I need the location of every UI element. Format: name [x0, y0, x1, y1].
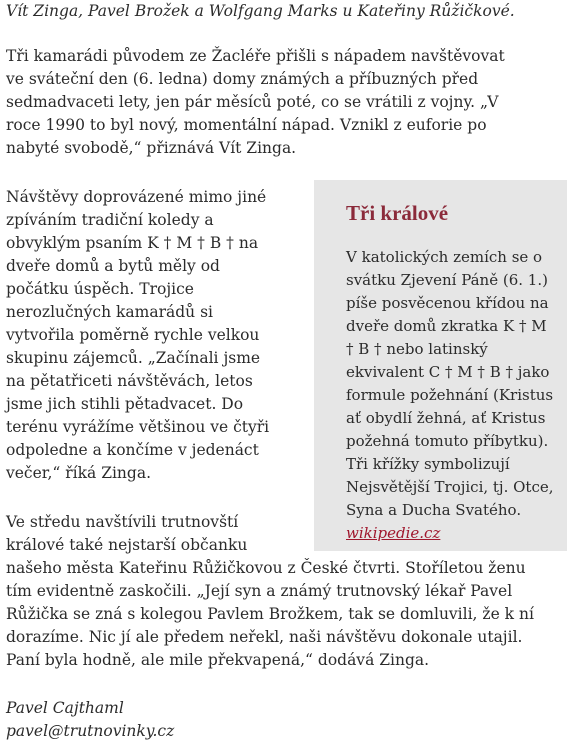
- author-block: [6, 697, 174, 743]
- article-paragraph-1: Tři kamarádi původem ze Žacléře přišli s nápadem navštěvovat ve sváteční den (6. ledna) domy známých a příbuzných před sedmadvaceti lety, jen pár měsíců poté, co se vrátili z vojny. „V roce 1990 to byl nový, momentální nápad. Vznikl z euforie po nabyté svobodě,“ přiznává Vít Zinga.: [6, 47, 505, 157]
- author-email[interactable]: pavel@trutnovinky.cz: [6, 722, 175, 740]
- article-paragraph-2: Návštěvy doprovázené mimo jiné zpíváním tradiční koledy a obvyklým psaním K † M † B † na dveře domů a bytů měly od počátku úspěch. Trojice nerozlučných kamarádů si vytvořila poměrně rychle velkou skupinu zájemců. „Začínali jsme na pětatřiceti návštěvách, letos jsme jich stihli pětadvacet. Do terénu vyrážíme většinou ve čtyři odpoledne a končíme v jedenáct večer,“ říká Zinga.: [6, 188, 270, 482]
- info-box-body: V katolických zemích se o svátku Zjevení Páně (6. 1.) píše posvěcenou křídou na dveře domů zkratka K † M † B † nebo latinský ekvivalent C † M † B † jako formule požehnání (Kristus ať obydlí žehná, ať Kristus požehná tomuto příbytku). Tři křížky symbolizují Nejsvětější Trojici, tj. Otce, Syna a Ducha Svatého.: [346, 248, 554, 519]
- article-paragraph-3: našeho města Kateřinu Růžičkovou z České čtvrti. Stoříletou ženu tím evidentně zaskočili. „Její syn a známý trutnovský lékař Pavel Růžička se zná s kolegou Pavlem Brožkem, tak se domluvili, že k ní dorazíme. Nic jí ale předem neřekl, naši návštěvu dokonale utajil. Paní byla hodně, ale mile překvapená,“ dodává Zinga.: [6, 559, 534, 669]
- article-paragraph-3-start: Ve středu navštívili trutnovští králové také nejstarší občanku: [6, 513, 248, 554]
- info-box-title: Tři králové: [346, 201, 449, 225]
- info-box-text: [346, 246, 556, 545]
- author-name: Pavel Cajthaml: [6, 699, 124, 717]
- wikipedia-link[interactable]: wikipedie.cz: [346, 524, 441, 542]
- photo-caption: Vít Zinga, Pavel Brožek a Wolfgang Marks u Kateřiny Růžičkové.: [6, 2, 515, 20]
- info-box: [314, 180, 567, 551]
